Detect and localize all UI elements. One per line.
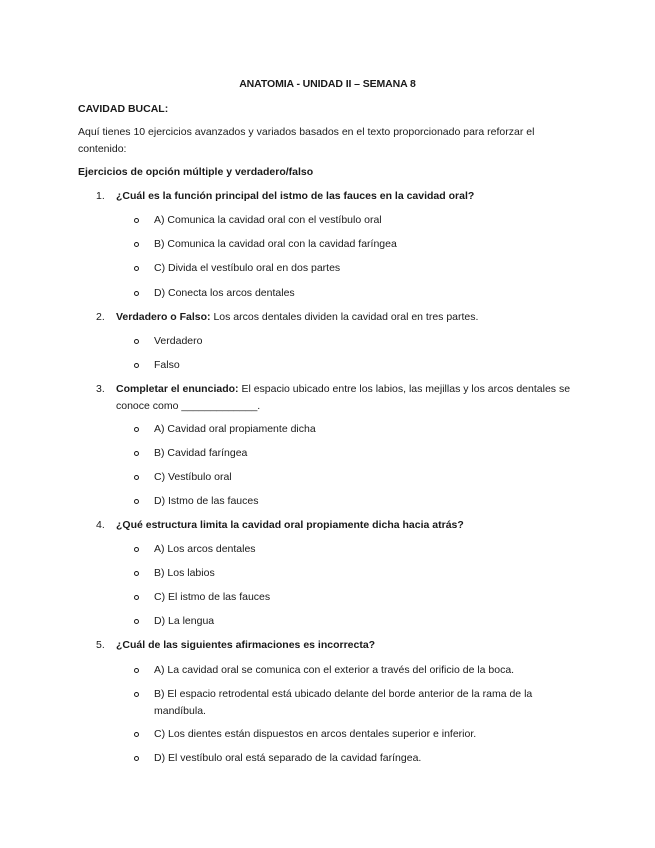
question-bold-text: ¿Qué estructura limita la cavidad oral propiamente dicha hacia atrás? [116, 519, 464, 531]
circle-bullet-icon [134, 692, 139, 697]
question-bold-text: Verdadero o Falso: [116, 311, 211, 323]
option-text: B) El espacio retrodental está ubicado delante del borde anterior de la rama de la mandíbula. [154, 688, 533, 717]
option-text: D) La lengua [154, 615, 215, 627]
circle-bullet-icon [134, 571, 139, 576]
circle-bullet-icon [134, 595, 139, 600]
option-text: B) Comunica la cavidad oral con la cavidad faríngea [154, 238, 397, 250]
circle-bullet-icon [134, 363, 139, 368]
option-text: B) Los labios [154, 567, 215, 579]
option-text: A) Comunica la cavidad oral con el vestíbulo oral [154, 214, 382, 226]
document-title: ANATOMIA - UNIDAD II – SEMANA 8 [239, 78, 416, 90]
question-bold-text: Completar el enunciado: [116, 383, 239, 395]
option-text: D) Istmo de las fauces [154, 495, 259, 507]
section-title: CAVIDAD BUCAL: [78, 103, 169, 115]
option-text: A) Los arcos dentales [154, 543, 256, 555]
question-text [116, 188, 571, 205]
option-text: Falso [154, 359, 180, 371]
option-text: A) La cavidad oral se comunica con el exterior a través del orificio de la boca. [154, 664, 515, 676]
exercises-subheading: Ejercicios de opción múltiple y verdadero/falso [78, 166, 314, 178]
option-text: D) El vestíbulo oral está separado de la cavidad faríngea. [154, 752, 422, 764]
option-text: C) El istmo de las fauces [154, 591, 271, 603]
question-bold-text: ¿Cuál de las siguientes afirmaciones es incorrecta? [116, 639, 376, 651]
circle-bullet-icon [134, 291, 139, 296]
question-number: 1. [96, 190, 105, 202]
option-text: C) Vestíbulo oral [154, 471, 232, 483]
option-text: A) Cavidad oral propiamente dicha [154, 423, 316, 435]
circle-bullet-icon [134, 732, 139, 737]
circle-bullet-icon [134, 668, 139, 673]
option-text: B) Cavidad faríngea [154, 447, 248, 459]
option-text: C) Divida el vestíbulo oral en dos partes [154, 262, 341, 274]
circle-bullet-icon [134, 499, 139, 504]
circle-bullet-icon [134, 266, 139, 271]
option-text: D) Conecta los arcos dentales [154, 287, 295, 299]
circle-bullet-icon [134, 475, 139, 480]
circle-bullet-icon [134, 339, 139, 344]
circle-bullet-icon [134, 218, 139, 223]
question-text [116, 309, 571, 326]
question-number: 4. [96, 519, 105, 531]
question-bold-text: ¿Cuál es la función principal del istmo de las fauces en la cavidad oral? [116, 190, 475, 202]
option-text: C) Los dientes están dispuestos en arcos dentales superior e inferior. [154, 728, 477, 740]
question-text [116, 637, 571, 654]
circle-bullet-icon [134, 619, 139, 624]
circle-bullet-icon [134, 547, 139, 552]
intro-paragraph: Aquí tienes 10 ejercicios avanzados y variados basados en el texto proporcionado para reforzar el contenido: [78, 126, 535, 155]
question-text [116, 517, 571, 534]
question-number: 3. [96, 383, 105, 395]
question-rest-text: Los arcos dentales dividen la cavidad oral en tres partes. [210, 311, 479, 323]
question-text [116, 381, 571, 415]
circle-bullet-icon [134, 242, 139, 247]
option-text: Verdadero [154, 335, 203, 347]
circle-bullet-icon [134, 756, 139, 761]
question-number: 5. [96, 639, 105, 651]
question-number: 2. [96, 311, 105, 323]
question-rest-text: El espacio ubicado entre los labios, las mejillas y los arcos dentales se conoce como _____________. [116, 383, 571, 412]
circle-bullet-icon [134, 427, 139, 432]
circle-bullet-icon [134, 451, 139, 456]
